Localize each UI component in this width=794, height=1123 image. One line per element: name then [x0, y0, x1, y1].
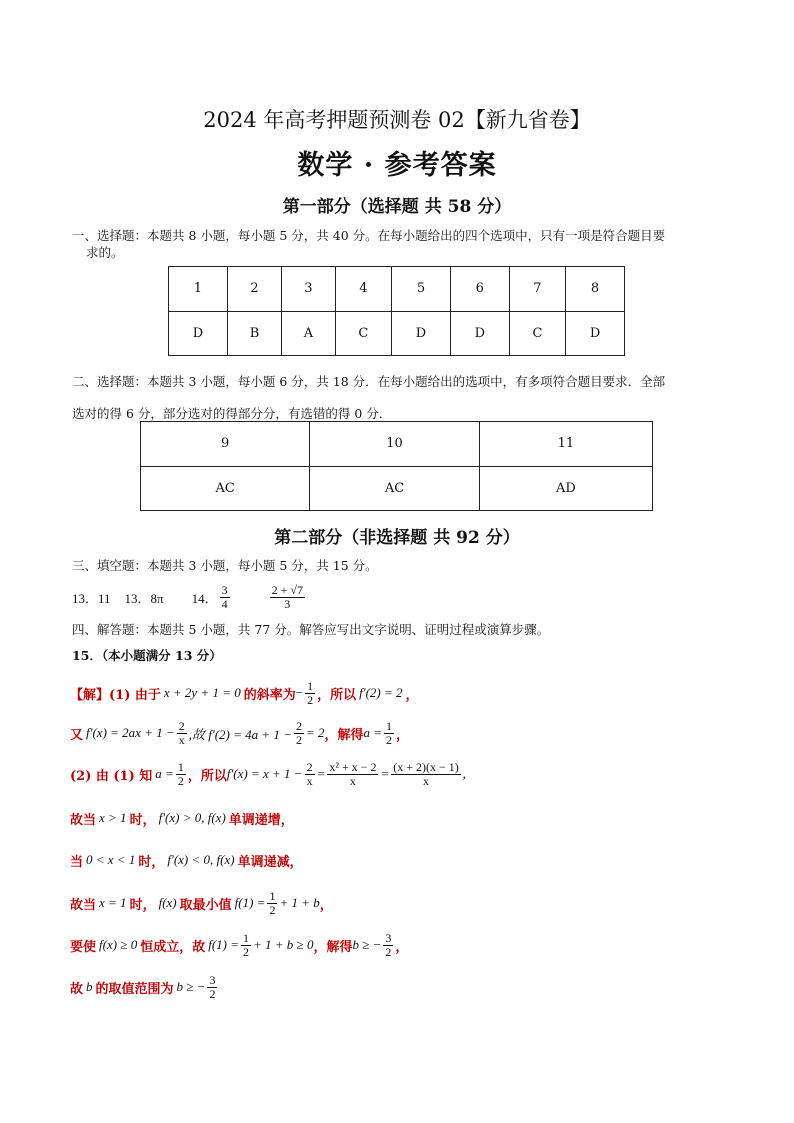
table-cell: 7 [509, 267, 565, 312]
fraction [305, 680, 315, 707]
math-expression: f(x) ≥ 0 [99, 937, 138, 952]
solution-text: 当 [70, 854, 84, 870]
question15-heading: 15．（本小题满分 13 分） [72, 648, 222, 663]
fraction [327, 761, 378, 788]
math-expression: 0 < x < 1 [86, 852, 136, 867]
section1-line2: 求的。 [86, 245, 124, 260]
solution-text: 故当 [70, 897, 97, 913]
answer-table-2 [140, 421, 653, 511]
fraction-numerator: 3 [385, 930, 392, 945]
fraction [267, 890, 277, 917]
fraction-denominator: x [306, 773, 313, 788]
solution-line-8 [70, 971, 219, 1003]
fill-answer-12: 13．11 [72, 590, 111, 606]
table-row-numbers [169, 267, 625, 312]
section1-instructions [72, 227, 732, 261]
solution-text: (2) 由 (1) 知 [70, 768, 153, 784]
math-expression: f(1) = [208, 937, 240, 952]
math-expression: x + 2y + 1 = 0 [163, 685, 241, 700]
fraction-denominator: 2 [386, 732, 393, 747]
table-cell: 3 [282, 267, 335, 312]
table-cell: C [335, 311, 391, 356]
math-expression: = 2 [305, 725, 325, 740]
table-cell: 8 [566, 267, 625, 312]
section4-instructions: 四、解答题：本题共 5 小题，共 77 分。解答应写出文字说明、证明过程或演算步骤。 [72, 622, 550, 637]
fraction-denominator: 4 [221, 596, 228, 611]
solution-line-7 [70, 929, 408, 961]
solution-text: ， [395, 939, 409, 955]
fraction [294, 720, 304, 747]
table-cell: C [509, 311, 565, 356]
fraction-numerator: 2 [295, 718, 302, 733]
math-expression: b [86, 979, 93, 994]
solution-text: 故 [70, 981, 84, 997]
fraction-numerator: x² + x − 2 [329, 759, 377, 774]
fraction-denominator: 2 [177, 773, 184, 788]
answer-table-1 [168, 266, 625, 356]
fraction [391, 761, 461, 788]
table-cell: 5 [392, 267, 451, 312]
exam-title: 2024 年高考押题预测卷 02【新九省卷】 [203, 108, 591, 132]
solution-text: 的取值范围为 [95, 981, 174, 997]
solution-text: 恒成立，故 [140, 939, 206, 955]
fraction-denominator: 2 [209, 986, 216, 1001]
fill-answer-14-label: 14． [191, 590, 218, 606]
fraction-numerator: 2 + √7 [271, 582, 303, 597]
fraction-numerator: 3 [221, 582, 228, 597]
math-expression: x > 1 [99, 810, 127, 825]
fraction [383, 932, 393, 959]
fraction [176, 761, 186, 788]
math-expression: f′(x) = 2ax + 1 − [86, 725, 175, 740]
fraction-denominator: x [349, 773, 356, 788]
math-expression: = [316, 766, 326, 781]
math-expression: ,故 f′(2) = 4a + 1 − [188, 726, 292, 742]
fraction-denominator: 3 [284, 596, 291, 611]
solution-line-4 [70, 808, 294, 828]
solution-line-3 [70, 758, 466, 790]
fill-answer-14b-fraction [270, 584, 305, 611]
math-expression: a = [363, 725, 383, 740]
solution-text: 时， [129, 897, 156, 913]
fraction [177, 720, 187, 747]
math-expression: = [380, 766, 390, 781]
section2-line1: 二、选择题：本题共 3 小题，每小题 6 分，共 18 分．在每小题给出的选项中，有多项符合题目要求．全部 [72, 374, 666, 389]
fill-answer-14-fraction [220, 584, 230, 611]
table-cell: 4 [335, 267, 391, 312]
solution-text: ， [405, 687, 419, 703]
section1-line1: 一、选择题：本题共 8 小题，每小题 5 分，共 40 分。在每小题给出的四个选项中，只有一项是符合题目要 [72, 228, 666, 243]
fraction-numerator: 1 [243, 930, 250, 945]
fraction-denominator: 2 [385, 944, 392, 959]
fraction-numerator: 1 [386, 718, 393, 733]
fill-answers [72, 578, 307, 616]
solution-text: 故当 [70, 812, 97, 828]
table-cell: 11 [479, 422, 652, 467]
solution-text: 单调递增， [228, 812, 294, 828]
math-expression: b ≥ − [176, 979, 206, 994]
solution-text: ， [396, 727, 410, 743]
fraction-numerator: 2 [306, 759, 313, 774]
part1-heading: 第一部分（选择题 共 58 分） [282, 197, 512, 217]
table-cell: AC [141, 466, 310, 511]
table-row-answers [169, 311, 625, 356]
math-expression: x = 1 [99, 895, 127, 910]
table-cell: 9 [141, 422, 310, 467]
fraction [241, 932, 251, 959]
solution-text: 的斜率为 [243, 687, 296, 703]
table-cell: AD [479, 466, 652, 511]
math-expression: f(1) = [234, 895, 266, 910]
fraction-denominator: 2 [243, 944, 250, 959]
solution-line-1 [70, 678, 419, 708]
fraction-numerator: 1 [269, 888, 276, 903]
fraction-denominator: x [178, 732, 185, 747]
solution-text: 时， [129, 812, 156, 828]
fill-answer-13: 13．8π [124, 590, 164, 606]
table-cell: D [169, 311, 228, 356]
solution-text: ，所以 [317, 687, 357, 703]
fraction-denominator: 2 [307, 692, 314, 707]
fraction-denominator: 2 [269, 902, 276, 917]
table-cell: B [227, 311, 281, 356]
solution-line-6 [70, 887, 333, 919]
solution-line-5 [70, 850, 303, 870]
math-expression: f′(2) = 2 [359, 685, 403, 700]
table-cell: 2 [227, 267, 281, 312]
math-expression: f(x) [158, 895, 177, 910]
table-cell: D [566, 311, 625, 356]
solution-line-2 [70, 718, 409, 748]
part2-heading: 第二部分（非选择题 共 92 分） [274, 528, 520, 548]
solution-text: ，所以 [187, 768, 227, 784]
math-expression: f′(x) < 0, f(x) [167, 852, 235, 867]
solution-text: 又 [70, 727, 84, 743]
table-cell: 1 [169, 267, 228, 312]
fraction-numerator: 1 [177, 759, 184, 774]
fraction [305, 761, 315, 788]
fraction [207, 974, 217, 1001]
solution-text: ，解得 [324, 727, 364, 743]
fraction-numerator: 1 [307, 678, 314, 693]
table-cell: A [282, 311, 335, 356]
table-row-answers [141, 466, 653, 511]
math-expression: f′(x) = x + 1 − [226, 766, 303, 781]
table-cell: 6 [450, 267, 509, 312]
page-subtitle: 数学 · 参考答案 [297, 150, 497, 181]
math-expression: + 1 + b [279, 895, 320, 910]
fraction [384, 720, 394, 747]
solution-text: 单调递减， [237, 854, 303, 870]
fraction-denominator: x [423, 773, 430, 788]
math-expression: , [462, 766, 467, 781]
table-cell: D [450, 311, 509, 356]
solution-text: 【解】(1) 由于 [70, 687, 161, 703]
solution-text: 取最小值 [179, 897, 232, 913]
solution-text: ， [319, 897, 333, 913]
table-cell: AC [310, 466, 479, 511]
solution-text: 要使 [70, 939, 97, 955]
math-expression: f′(x) > 0, f(x) [158, 810, 226, 825]
fraction-denominator: 2 [295, 732, 302, 747]
solution-text: 时， [138, 854, 165, 870]
solution-text: ，解得 [313, 939, 353, 955]
fraction-numerator: (x + 2)(x − 1) [393, 759, 459, 774]
table-cell: 10 [310, 422, 479, 467]
math-expression: + 1 + b ≥ 0 [253, 937, 314, 952]
fraction-numerator: 2 [178, 718, 185, 733]
math-expression: − [295, 685, 304, 700]
section3-instructions: 三、填空题：本题共 3 小题，每小题 5 分，共 15 分。 [72, 558, 378, 573]
table-row-numbers [141, 422, 653, 467]
fraction-numerator: 3 [209, 972, 216, 987]
table-cell: D [392, 311, 451, 356]
section2-line2: 选对的得 6 分，部分选对的得部分分，有选错的得 0 分． [72, 406, 392, 421]
math-expression: a = [155, 766, 174, 781]
math-expression: b ≥ − [352, 937, 382, 952]
